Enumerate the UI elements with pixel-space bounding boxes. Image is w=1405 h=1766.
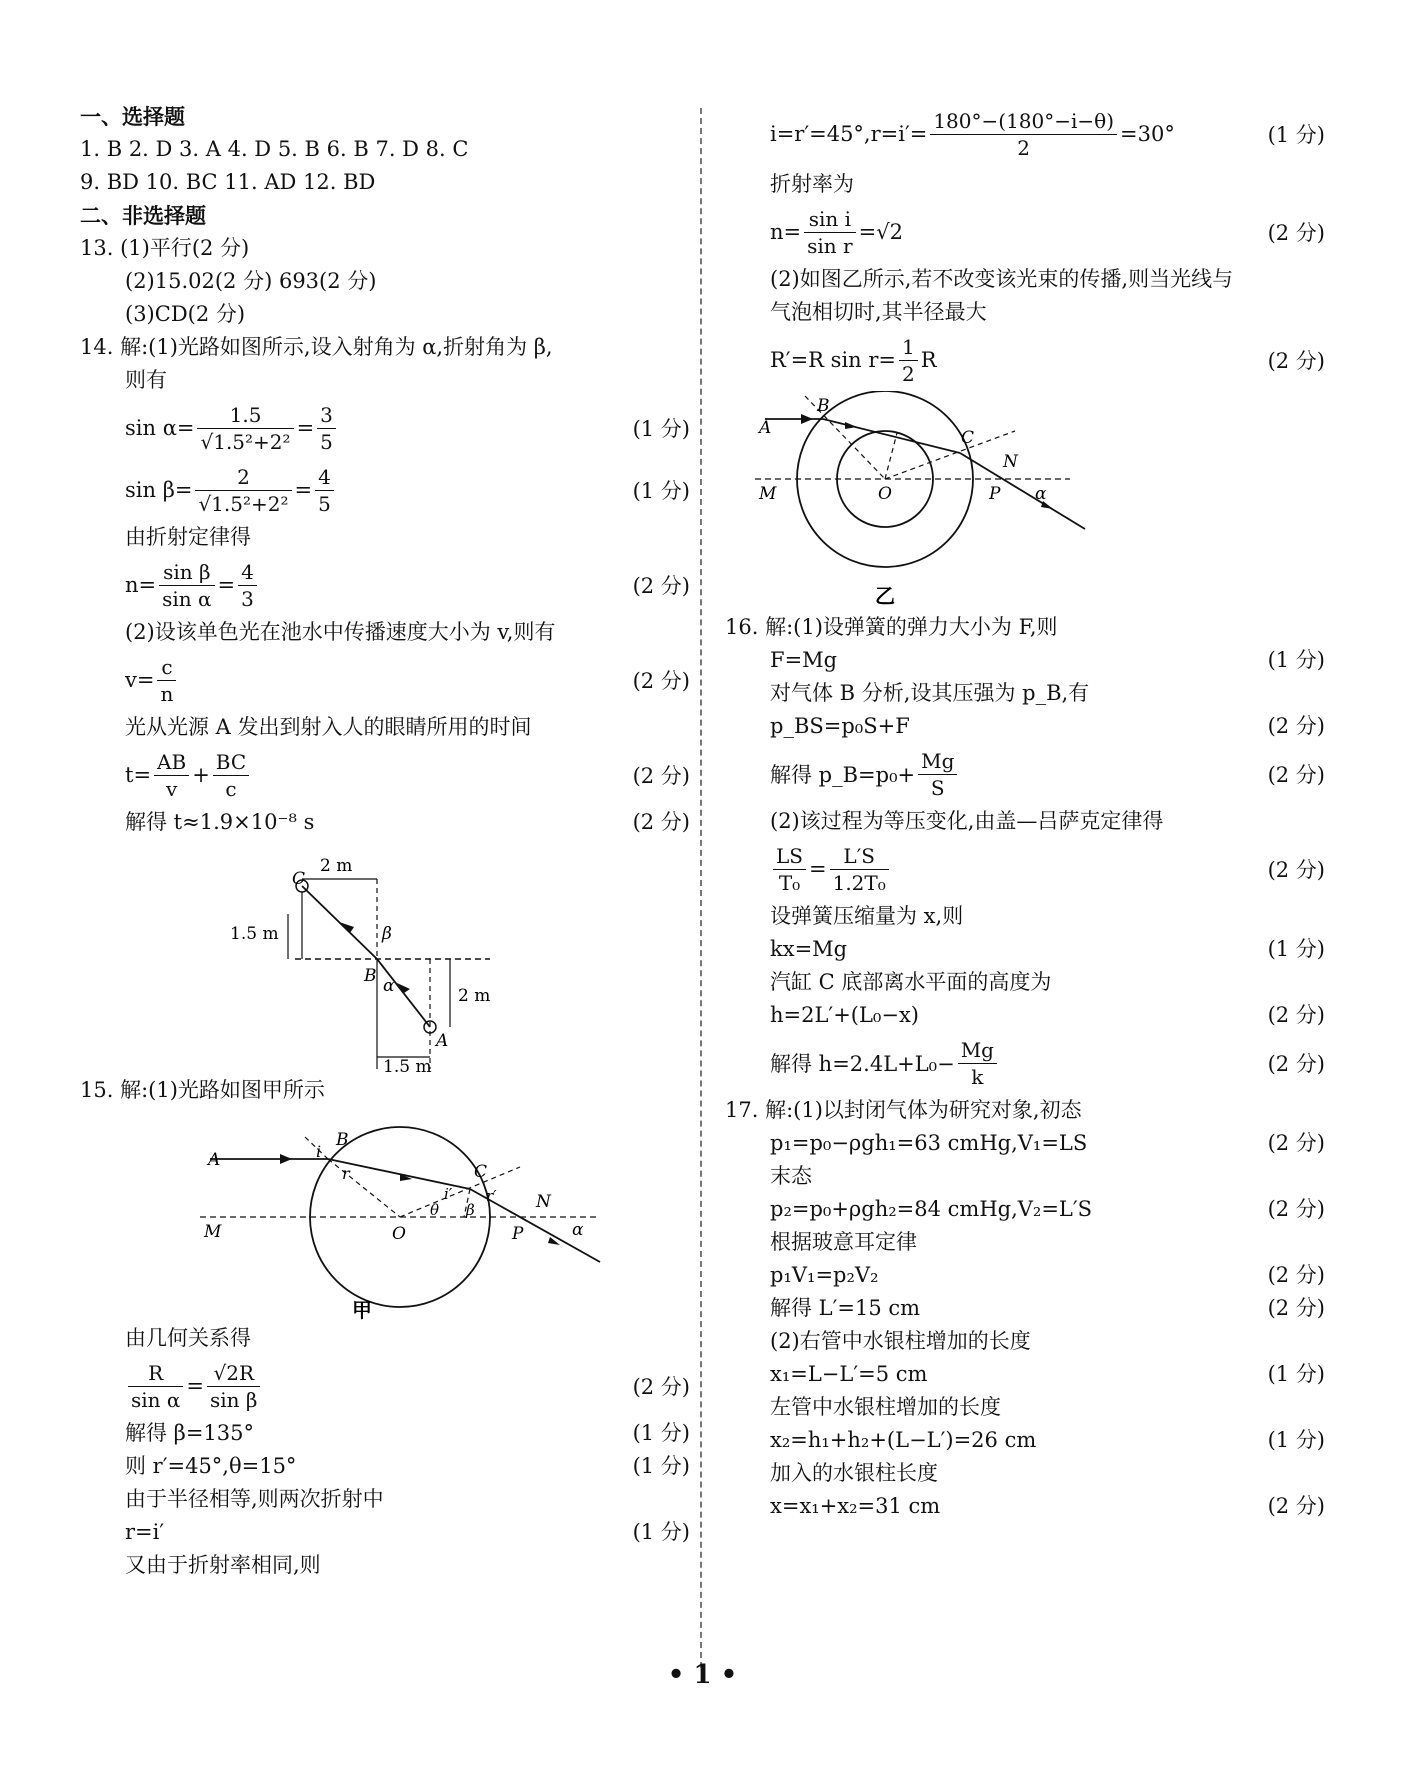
score: (2 分): [1267, 1003, 1325, 1027]
eq-lhs: n=: [770, 220, 802, 244]
score: (2 分): [1267, 1131, 1325, 1155]
score: (2 分): [1267, 1197, 1325, 1221]
label-c: C: [961, 428, 975, 448]
text: x₂=h₁+h₂+(L−L′)=26 cm: [770, 1428, 1037, 1452]
numerator: √2R: [207, 1360, 260, 1387]
text: 则 r′=45°,θ=15°: [125, 1454, 297, 1478]
denominator: 2: [1017, 135, 1031, 160]
score: (2 分): [632, 574, 690, 598]
normal-c: [400, 1167, 520, 1217]
label-i-prime: i′: [444, 1185, 453, 1203]
eq-rhs: =30°: [1120, 122, 1175, 146]
fraction: [830, 843, 889, 896]
numerator: AB: [154, 749, 189, 776]
score: (2 分): [1267, 349, 1325, 373]
label-m: M: [759, 484, 777, 504]
eq-lhs: sin β=: [125, 478, 193, 502]
score: (1 分): [632, 479, 690, 503]
q17-final: 末态: [770, 1164, 812, 1188]
label-c: C: [474, 1162, 488, 1182]
q14-law-text: 由折射定律得: [125, 525, 251, 549]
q16-gas-b: 对气体 B 分析,设其压强为 p_B,有: [770, 681, 1090, 705]
score: (2 分): [1267, 1296, 1325, 1320]
denominator: √1.5²+2²: [198, 491, 289, 516]
fraction: [773, 843, 806, 896]
q14-intro-cont: 则有: [125, 368, 167, 392]
q16-kx: [725, 933, 1325, 966]
score: (2 分): [632, 1375, 690, 1399]
score: (2 分): [632, 764, 690, 788]
section-title-choice: 一、选择题: [80, 104, 185, 129]
label-n: N: [1003, 452, 1018, 472]
label-alpha: α: [383, 976, 395, 996]
label-p: P: [989, 484, 1001, 504]
denominator: T₀: [778, 870, 801, 895]
score: (2 分): [1267, 1494, 1325, 1518]
text: p₁=p₀−ρgh₁=63 cmHg,V₁=LS: [770, 1131, 1088, 1155]
numerator: sin i: [804, 206, 855, 233]
q16-height: 汽缸 C 底部离水平面的高度为: [770, 970, 1052, 994]
numerator: 3: [317, 402, 336, 429]
label-p: P: [512, 1224, 524, 1244]
normal-c: [885, 431, 1015, 479]
score: (2 分): [1267, 1263, 1325, 1287]
label-b: B: [817, 396, 830, 416]
denominator: sin α: [162, 586, 212, 611]
eq-angles: [725, 100, 1325, 168]
q15-also: 又由于折射率相同,则: [125, 1553, 321, 1577]
q14-intro: 14. 解:(1)光路如图所示,设入射角为 α,折射角为 β,: [80, 335, 553, 359]
denominator: 1.2T₀: [832, 870, 886, 895]
q16-gay-lussac: [725, 838, 1325, 900]
fraction: [207, 1360, 260, 1413]
equals: =: [217, 573, 236, 597]
text: p_BS=p₀S+F: [770, 714, 910, 738]
eq-rhs: =√2: [858, 220, 903, 244]
figure-caption: 乙: [875, 584, 895, 608]
q14-result: [80, 806, 690, 839]
q15-eq-ratio: [80, 1355, 690, 1417]
q16-part2: (2)该过程为等压变化,由盖—吕萨克定律得: [770, 809, 1164, 833]
score: (1 分): [1267, 648, 1325, 672]
numerator: 1.5: [197, 402, 293, 429]
q16-intro: 16. 解:(1)设弹簧的弹力大小为 F,则: [725, 615, 1058, 639]
label-15m-bottom: 1.5 m: [383, 1057, 432, 1074]
q14-part2: (2)设该单色光在池水中传播速度大小为 v,则有: [125, 620, 556, 644]
fraction: [804, 206, 855, 259]
equals: =: [296, 416, 315, 440]
label-b: B: [364, 966, 377, 986]
q17-added: 加入的水银柱长度: [770, 1461, 938, 1485]
figure-q14-pool: [80, 839, 690, 1074]
label-a: A: [759, 418, 772, 438]
fraction: [238, 559, 257, 612]
score: (1 分): [632, 417, 690, 441]
refraction-label: 折射率为: [770, 172, 854, 196]
score: (2 分): [1267, 763, 1325, 787]
score: (1 分): [632, 1454, 690, 1478]
label-m: M: [204, 1222, 222, 1242]
q17-p1: [725, 1127, 1325, 1160]
eq-n: [725, 201, 1325, 263]
q17-x2: [725, 1424, 1325, 1457]
q15-geom-text: 由几何关系得: [125, 1326, 251, 1350]
score: (1 分): [632, 1421, 690, 1445]
numerator: 4: [238, 559, 257, 586]
numerator: BC: [213, 749, 249, 776]
part2-line2: 气泡相切时,其半径最大: [770, 300, 987, 324]
score: (2 分): [1267, 858, 1325, 882]
numerator: 1: [899, 334, 918, 361]
eq-lhs: 解得 h=2.4L+L₀−: [770, 1052, 955, 1076]
fraction: [958, 1037, 997, 1090]
q14-eq-n: [80, 554, 690, 616]
label-c: C: [292, 869, 306, 889]
numerator: 2: [195, 464, 291, 491]
eq-lhs: v=: [125, 668, 155, 692]
plus: +: [192, 763, 210, 787]
q16-f: [725, 644, 1325, 677]
numerator: LS: [773, 843, 806, 870]
label-beta: β: [382, 924, 392, 944]
numerator: R: [128, 1360, 183, 1387]
denominator: v: [165, 776, 178, 801]
score: (2 分): [1267, 714, 1325, 738]
fraction: [157, 654, 176, 707]
denominator: n: [160, 681, 174, 706]
q14-eq-sin-beta: [80, 459, 690, 521]
q15-beta: [80, 1417, 690, 1450]
label-beta: β: [466, 1201, 475, 1219]
q15-ri: [80, 1516, 690, 1549]
q15-intro: 15. 解:(1)光路如图甲所示: [80, 1078, 325, 1102]
denominator: √1.5²+2²: [200, 429, 291, 454]
q17-left: 左管中水银柱增加的长度: [770, 1395, 1001, 1419]
part2-line1: (2)如图乙所示,若不改变该光束的传播,则当光线与: [770, 267, 1234, 291]
column-divider: [700, 108, 702, 1668]
fraction: [930, 108, 1117, 161]
numerator: Mg: [958, 1037, 997, 1064]
left-column: [80, 100, 690, 1582]
score: (2 分): [1267, 221, 1325, 245]
fraction: [317, 402, 336, 455]
numerator: 180°−(180°−i−θ): [930, 108, 1117, 135]
denominator: sin r: [807, 233, 853, 258]
q14-eq-sin-alpha: [80, 397, 690, 459]
label-15m-left: 1.5 m: [230, 924, 279, 944]
score: (1 分): [1267, 123, 1325, 147]
equals: =: [294, 478, 313, 502]
normal-b: [328, 1159, 400, 1217]
fraction: [154, 749, 189, 802]
score: (2 分): [632, 669, 690, 693]
q15-r: [80, 1450, 690, 1483]
arrow-upper: [339, 922, 354, 933]
q16-pb: [725, 710, 1325, 743]
equals: =: [808, 857, 827, 881]
score: (1 分): [1267, 937, 1325, 961]
q16-pb-solution: [725, 743, 1325, 805]
score: (1 分): [1267, 1362, 1325, 1386]
numerator: 4: [315, 464, 334, 491]
q16-h-solution: [725, 1032, 1325, 1094]
denominator: sin β: [210, 1387, 258, 1412]
text: p₁V₁=p₂V₂: [770, 1263, 879, 1287]
denominator: k: [971, 1064, 984, 1089]
q17-pv: [725, 1259, 1325, 1292]
q17-l: [725, 1292, 1325, 1325]
eq-lhs: R′=R sin r=: [770, 348, 896, 372]
label-alpha: α: [1035, 484, 1047, 504]
score: (2 分): [632, 810, 690, 834]
fraction: [899, 334, 918, 387]
equals: =: [186, 1374, 205, 1398]
choice-answers-row1: 1. B 2. D 3. A 4. D 5. B 6. B 7. D 8. C: [80, 137, 469, 161]
text: 解得 β=135°: [125, 1421, 254, 1445]
denominator: 5: [318, 491, 331, 516]
label-2m-top: 2 m: [320, 856, 353, 876]
text: r=i′: [125, 1520, 165, 1544]
text: x=x₁+x₂=31 cm: [770, 1494, 941, 1518]
result-text: 解得 t≈1.9×10⁻⁸ s: [125, 810, 315, 834]
q14-eq-t: [80, 744, 690, 806]
q16-h: [725, 999, 1325, 1032]
q16-spring: 设弹簧压缩量为 x,则: [770, 904, 964, 928]
q17-boyle: 根据玻意耳定律: [770, 1230, 917, 1254]
denominator: sin α: [131, 1387, 181, 1412]
right-column: [725, 100, 1325, 1523]
text: x₁=L−L′=5 cm: [770, 1362, 928, 1386]
q17-part2: (2)右管中水银柱增加的长度: [770, 1329, 1031, 1353]
eq-r-prime: [725, 329, 1325, 391]
fraction: [128, 1360, 183, 1413]
fraction: [213, 749, 249, 802]
denominator: S: [930, 775, 945, 800]
q14-eq-v: [80, 649, 690, 711]
page-number: • 1 •: [667, 1660, 738, 1690]
eq-rhs: R: [920, 348, 937, 372]
arrow-incident: [801, 414, 813, 424]
fraction: [918, 748, 957, 801]
fraction: [197, 402, 293, 455]
label-r: r: [342, 1164, 350, 1183]
q14-time-text: 光从光源 A 发出到射入人的眼睛所用的时间: [125, 715, 532, 739]
arrow-inside: [845, 422, 857, 429]
fraction: [195, 464, 291, 517]
figure-q15-yi: [725, 391, 1325, 611]
denominator: c: [225, 776, 237, 801]
fraction: [315, 464, 334, 517]
label-i: i: [316, 1142, 322, 1161]
label-a: A: [436, 1031, 449, 1051]
eq-lhs: t=: [125, 763, 152, 787]
denominator: 5: [320, 429, 333, 454]
denominator: 3: [241, 586, 254, 611]
label-o: O: [392, 1224, 406, 1244]
tangent-radius: [885, 433, 897, 479]
q13-part2: (2)15.02(2 分) 693(2 分): [125, 269, 377, 293]
label-n: N: [536, 1192, 551, 1212]
q15-same: 由于半径相等,则两次折射中: [125, 1487, 384, 1511]
q17-p2: [725, 1193, 1325, 1226]
section-title-nonchoice: 二、非选择题: [80, 203, 206, 228]
eq-lhs: n=: [125, 573, 157, 597]
ray-exit: [960, 453, 1085, 529]
q17-x1: [725, 1358, 1325, 1391]
denominator: 2: [902, 361, 915, 386]
text: p₂=p₀+ρgh₂=84 cmHg,V₂=L′S: [770, 1197, 1093, 1221]
text: kx=Mg: [770, 937, 848, 961]
eq-lhs: 解得 p_B=p₀+: [770, 763, 916, 787]
numerator: L′S: [830, 843, 889, 870]
score: (1 分): [632, 1520, 690, 1544]
q13-part3: (3)CD(2 分): [125, 302, 246, 326]
score: (2 分): [1267, 1052, 1325, 1076]
label-theta: θ: [430, 1201, 440, 1219]
q13-part1: 13. (1)平行(2 分): [80, 236, 250, 260]
score: (1 分): [1267, 1428, 1325, 1452]
text: 解得 L′=15 cm: [770, 1296, 921, 1320]
label-alpha: α: [572, 1220, 584, 1240]
q17-x: [725, 1490, 1325, 1523]
text: F=Mg: [770, 648, 838, 672]
eq-lhs: i=r′=45°,r=i′=: [770, 122, 928, 146]
eq-lhs: sin α=: [125, 416, 195, 440]
figure-q15-jia: [80, 1107, 690, 1322]
fraction: [159, 559, 214, 612]
text: h=2L′+(L₀−x): [770, 1003, 919, 1027]
label-r-prime: r′: [486, 1187, 497, 1205]
arrow-incident: [280, 1154, 292, 1164]
figure-caption: 甲: [352, 1298, 372, 1322]
label-a: A: [208, 1150, 221, 1170]
label-2m-right: 2 m: [458, 986, 491, 1006]
label-b: B: [336, 1130, 349, 1150]
numerator: Mg: [918, 748, 957, 775]
label-o: O: [878, 484, 892, 504]
numerator: sin β: [159, 559, 214, 586]
choice-answers-row2: 9. BD 10. BC 11. AD 12. BD: [80, 170, 376, 194]
q17-intro: 17. 解:(1)以封闭气体为研究对象,初态: [725, 1098, 1082, 1122]
numerator: c: [157, 654, 176, 681]
